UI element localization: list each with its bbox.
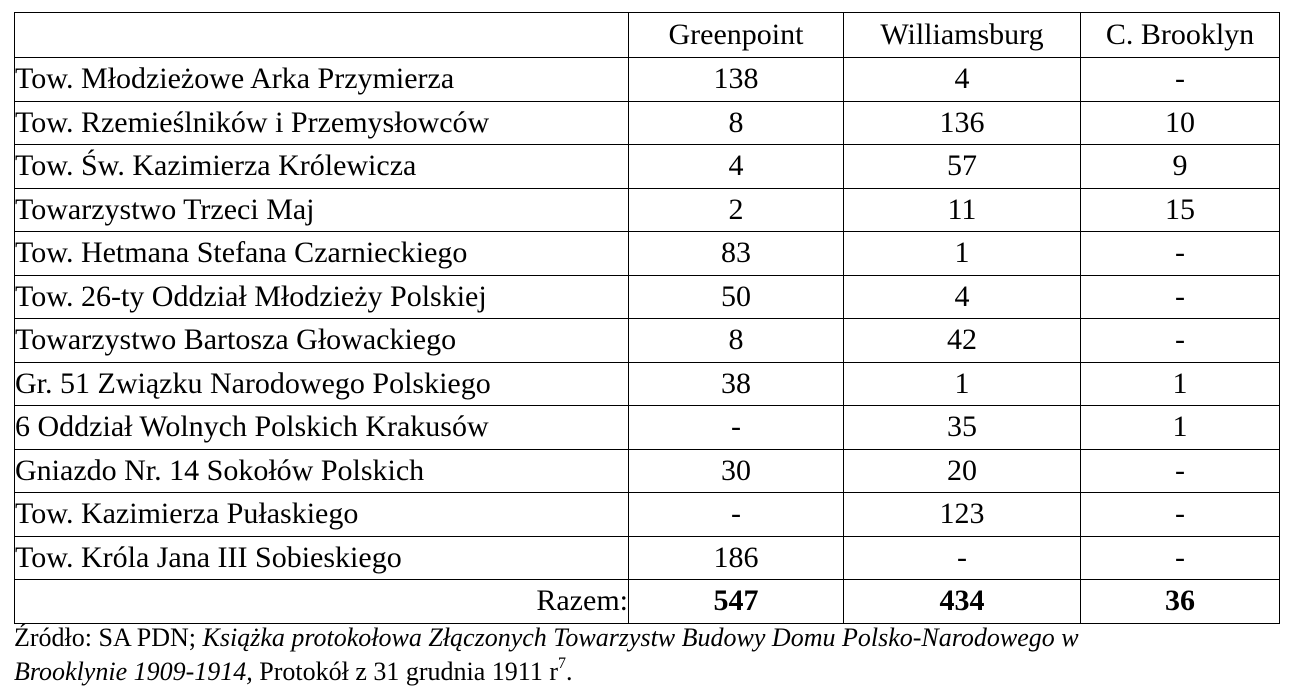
- source-line-2: [14, 655, 1284, 689]
- williamsburg-cell: 20: [844, 449, 1081, 493]
- footnote-ref: 7: [558, 655, 566, 672]
- c-brooklyn-cell: -: [1081, 232, 1280, 276]
- williamsburg-cell: 4: [844, 58, 1081, 102]
- greenpoint-cell: -: [629, 493, 844, 537]
- total-row: [15, 580, 1280, 624]
- total-williamsburg: 434: [844, 580, 1081, 624]
- total-greenpoint: 547: [629, 580, 844, 624]
- c-brooklyn-cell: -: [1081, 449, 1280, 493]
- header-c-brooklyn: C. Brooklyn: [1081, 13, 1280, 58]
- greenpoint-cell: 8: [629, 101, 844, 145]
- greenpoint-cell: 2: [629, 188, 844, 232]
- table-row: [15, 275, 1280, 319]
- table-row: [15, 101, 1280, 145]
- table-row: [15, 362, 1280, 406]
- williamsburg-cell: 1: [844, 232, 1081, 276]
- source-suffix: Protokół z 31 grudnia 1911 r: [252, 657, 558, 686]
- source-end: .: [566, 657, 573, 686]
- table-row: [15, 188, 1280, 232]
- header-williamsburg: Williamsburg: [844, 13, 1081, 58]
- williamsburg-cell: 11: [844, 188, 1081, 232]
- c-brooklyn-cell: -: [1081, 536, 1280, 580]
- table-row: [15, 536, 1280, 580]
- greenpoint-cell: 4: [629, 145, 844, 189]
- greenpoint-cell: 50: [629, 275, 844, 319]
- table-row: [15, 232, 1280, 276]
- c-brooklyn-cell: -: [1081, 58, 1280, 102]
- williamsburg-cell: 136: [844, 101, 1081, 145]
- society-name-cell: 6 Oddział Wolnych Polskich Krakusów: [15, 406, 629, 450]
- greenpoint-cell: 186: [629, 536, 844, 580]
- header-greenpoint: Greenpoint: [629, 13, 844, 58]
- society-name-cell: Tow. 26-ty Oddział Młodzieży Polskiej: [15, 275, 629, 319]
- source-note: [14, 621, 1284, 689]
- williamsburg-cell: 57: [844, 145, 1081, 189]
- table-header-row: [15, 13, 1280, 58]
- source-title-cont: Brooklynie 1909-1914,: [14, 657, 253, 686]
- greenpoint-cell: 38: [629, 362, 844, 406]
- total-c-brooklyn: 36: [1081, 580, 1280, 624]
- williamsburg-cell: 1: [844, 362, 1081, 406]
- williamsburg-cell: -: [844, 536, 1081, 580]
- c-brooklyn-cell: 10: [1081, 101, 1280, 145]
- table-row: [15, 58, 1280, 102]
- table-row: [15, 493, 1280, 537]
- society-name-cell: Tow. Rzemieślników i Przemysłowców: [15, 101, 629, 145]
- c-brooklyn-cell: 9: [1081, 145, 1280, 189]
- data-table: [14, 12, 1280, 624]
- greenpoint-cell: 83: [629, 232, 844, 276]
- header-cell-empty: [15, 13, 629, 58]
- source-title: Książka protokołowa Złączonych Towarzystw Budowy Domu Polsko-Narodowego w: [202, 623, 1079, 652]
- greenpoint-cell: 8: [629, 319, 844, 363]
- c-brooklyn-cell: 1: [1081, 406, 1280, 450]
- society-name-cell: Gr. 51 Związku Narodowego Polskiego: [15, 362, 629, 406]
- greenpoint-cell: 30: [629, 449, 844, 493]
- table-row: [15, 319, 1280, 363]
- society-name-cell: Towarzystwo Trzeci Maj: [15, 188, 629, 232]
- society-name-cell: Tow. Króla Jana III Sobieskiego: [15, 536, 629, 580]
- greenpoint-cell: -: [629, 406, 844, 450]
- total-label: Razem:: [15, 580, 629, 624]
- c-brooklyn-cell: 1: [1081, 362, 1280, 406]
- table-row: [15, 406, 1280, 450]
- society-name-cell: Tow. Hetmana Stefana Czarnieckiego: [15, 232, 629, 276]
- table-row: [15, 449, 1280, 493]
- williamsburg-cell: 35: [844, 406, 1081, 450]
- williamsburg-cell: 4: [844, 275, 1081, 319]
- c-brooklyn-cell: -: [1081, 319, 1280, 363]
- c-brooklyn-cell: 15: [1081, 188, 1280, 232]
- society-name-cell: Tow. Kazimierza Pułaskiego: [15, 493, 629, 537]
- society-name-cell: Tow. Św. Kazimierza Królewicza: [15, 145, 629, 189]
- williamsburg-cell: 42: [844, 319, 1081, 363]
- society-name-cell: Gniazdo Nr. 14 Sokołów Polskich: [15, 449, 629, 493]
- c-brooklyn-cell: -: [1081, 275, 1280, 319]
- society-name-cell: Towarzystwo Bartosza Głowackiego: [15, 319, 629, 363]
- source-prefix: Źródło: SA PDN;: [14, 623, 203, 652]
- c-brooklyn-cell: -: [1081, 493, 1280, 537]
- greenpoint-cell: 138: [629, 58, 844, 102]
- williamsburg-cell: 123: [844, 493, 1081, 537]
- source-line-1: [14, 621, 1284, 655]
- society-name-cell: Tow. Młodzieżowe Arka Przymierza: [15, 58, 629, 102]
- table-row: [15, 145, 1280, 189]
